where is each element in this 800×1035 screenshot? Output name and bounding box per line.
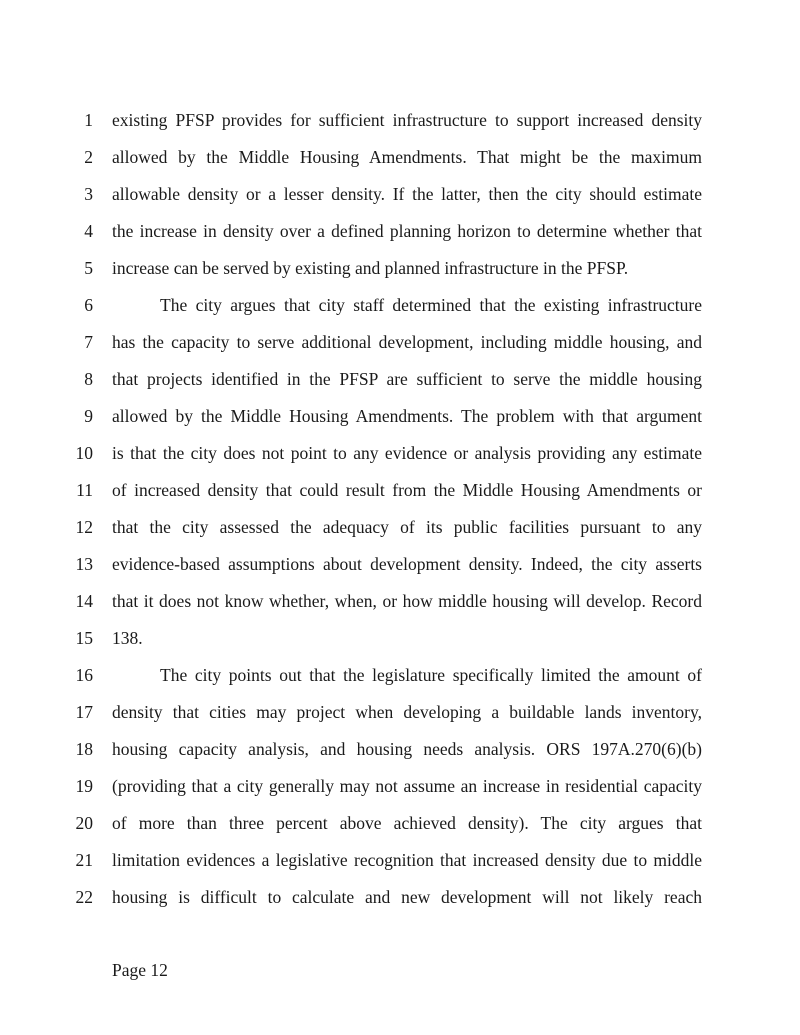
text-line — [0, 737, 800, 774]
line-text: 138. — [112, 628, 143, 648]
text-line — [0, 441, 800, 478]
text-line — [0, 330, 800, 367]
line-number: 2 — [84, 147, 93, 167]
line-text: The city argues that city staff determined that the existing infrastructure — [160, 295, 702, 315]
line-number: 13 — [75, 554, 93, 574]
line-text: is that the city does not point to any evidence or analysis providing any estimate — [112, 443, 702, 463]
line-number: 18 — [75, 739, 93, 759]
line-text: evidence-based assumptions about development density. Indeed, the city asserts — [112, 554, 702, 574]
text-line — [0, 885, 800, 922]
line-text: of increased density that could result from the Middle Housing Amendments or — [112, 480, 702, 500]
line-number: 22 — [75, 887, 93, 907]
text-line — [0, 774, 800, 811]
line-text: has the capacity to serve additional development, including middle housing, and — [112, 332, 702, 352]
line-text: allowed by the Middle Housing Amendments. That might be the maximum — [112, 147, 702, 167]
line-number: 12 — [75, 517, 93, 537]
line-number: 4 — [84, 221, 93, 241]
line-number: 9 — [84, 406, 93, 426]
text-line — [0, 811, 800, 848]
line-number: 1 — [84, 110, 93, 130]
line-text: allowed by the Middle Housing Amendments. The problem with that argument — [112, 406, 702, 426]
line-number: 15 — [75, 628, 93, 648]
text-line — [0, 145, 800, 182]
line-text: that projects identified in the PFSP are sufficient to serve the middle housing — [112, 369, 702, 389]
line-text: that the city assessed the adequacy of its public facilities pursuant to any — [112, 517, 702, 537]
line-text: that it does not know whether, when, or how middle housing will develop. Record — [112, 591, 702, 611]
text-line — [0, 404, 800, 441]
line-text: (providing that a city generally may not assume an increase in residential capacity — [112, 776, 702, 796]
line-text: density that cities may project when developing a buildable lands inventory, — [112, 702, 702, 722]
line-text: increase can be served by existing and planned infrastructure in the PFSP. — [112, 258, 629, 278]
text-line — [0, 848, 800, 885]
line-text: The city points out that the legislature specifically limited the amount of — [160, 665, 702, 685]
line-text: housing capacity analysis, and housing needs analysis. ORS 197A.270(6)(b) — [112, 739, 702, 759]
page-number-footer: Page 12 — [112, 960, 168, 980]
line-number: 17 — [75, 702, 93, 722]
text-line — [0, 108, 800, 145]
text-line — [0, 293, 800, 330]
line-number: 20 — [75, 813, 93, 833]
text-line — [0, 256, 800, 293]
line-text: of more than three percent above achieved density). The city argues that — [112, 813, 702, 833]
line-number: 8 — [84, 369, 93, 389]
line-text: existing PFSP provides for sufficient infrastructure to support increased density — [112, 110, 702, 130]
line-number: 19 — [75, 776, 93, 796]
text-line — [0, 663, 800, 700]
text-line — [0, 700, 800, 737]
line-text: the increase in density over a defined planning horizon to determine whether that — [112, 221, 702, 241]
line-number: 21 — [75, 850, 93, 870]
line-number: 7 — [84, 332, 93, 352]
line-number: 14 — [75, 591, 93, 611]
line-number: 10 — [75, 443, 93, 463]
text-line — [0, 219, 800, 256]
text-line — [0, 182, 800, 219]
line-text: allowable density or a lesser density. If the latter, then the city should estimate — [112, 184, 702, 204]
text-line — [0, 626, 800, 663]
line-number: 6 — [84, 295, 93, 315]
text-line — [0, 552, 800, 589]
line-text: limitation evidences a legislative recognition that increased density due to middle — [112, 850, 702, 870]
line-text: housing is difficult to calculate and new development will not likely reach — [112, 887, 702, 907]
line-number: 3 — [84, 184, 93, 204]
text-line — [0, 515, 800, 552]
text-line — [0, 367, 800, 404]
line-number: 5 — [84, 258, 93, 278]
text-line — [0, 589, 800, 626]
text-line — [0, 478, 800, 515]
line-number: 16 — [75, 665, 93, 685]
line-number: 11 — [76, 480, 93, 500]
